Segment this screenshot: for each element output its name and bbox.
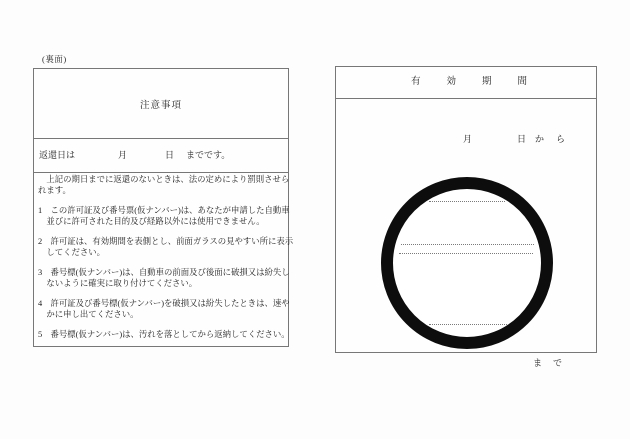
notice-paragraph-1: [38, 205, 290, 227]
notice-line: れます。: [38, 186, 71, 195]
notice-paragraph-3: [38, 267, 290, 289]
notes-panel: [33, 68, 294, 347]
notice-line: してください。: [38, 248, 105, 257]
notice-paragraph-2: [38, 236, 294, 258]
return-date-suffix: までです。: [186, 150, 231, 160]
valid-from-day-label: 日: [517, 134, 527, 144]
valid-from-month-label: 月: [463, 134, 473, 144]
notice-line: 上記の期日までに返還のないときは、法の定めにより罰則させら: [38, 175, 290, 184]
notice-line: 4 許可証及び番号標(仮ナンバー)を破損又は紛失したときは、速や: [38, 299, 290, 308]
notes-header: [34, 69, 288, 139]
notice-paragraph-4: [38, 298, 290, 320]
dotted-leader-line: [399, 253, 533, 254]
validity-panel: [335, 66, 597, 368]
return-date-day-label: 日: [165, 150, 175, 160]
validity-header: [336, 67, 596, 99]
notice-line: 3 番号標(仮ナンバー)は、自動車の前面及び後面に破損又は紛失し: [38, 268, 290, 277]
return-date-prefix: 返還日は: [39, 150, 76, 160]
back-side-label: (裏面): [42, 54, 67, 64]
return-date-month-label: 月: [118, 150, 128, 160]
notice-line: ないように確実に取り付けてください。: [38, 279, 198, 288]
return-date-row: [34, 139, 288, 173]
notice-line: かに申し出てください。: [38, 310, 139, 319]
notice-paragraph-intro: [38, 174, 290, 196]
dotted-leader-line: [429, 201, 505, 202]
valid-until-label: まで: [533, 358, 574, 368]
dotted-leader-line: [401, 244, 534, 245]
notice-line: 1 この許可証及び番号票(仮ナンバー)は、あなたが申請した自動車: [38, 206, 290, 215]
dotted-leader-line: [429, 324, 507, 325]
notes-title: 注意事項: [139, 100, 182, 111]
notice-line: 2 許可証は、有効期間を表側とし、前面ガラスの見やすい所に表示: [38, 237, 294, 246]
valid-from-suffix: から: [535, 134, 578, 144]
validity-title: 有効期間: [411, 77, 554, 87]
validity-body: [336, 99, 596, 368]
notes-body: [34, 173, 294, 340]
notice-line: 5 番号標(仮ナンバー)は、汚れを落としてから返納してください。: [38, 330, 290, 339]
notice-line: 並びに許可された目的及び経路以外には使用できません。: [38, 217, 265, 226]
notice-paragraph-5: [38, 329, 290, 340]
